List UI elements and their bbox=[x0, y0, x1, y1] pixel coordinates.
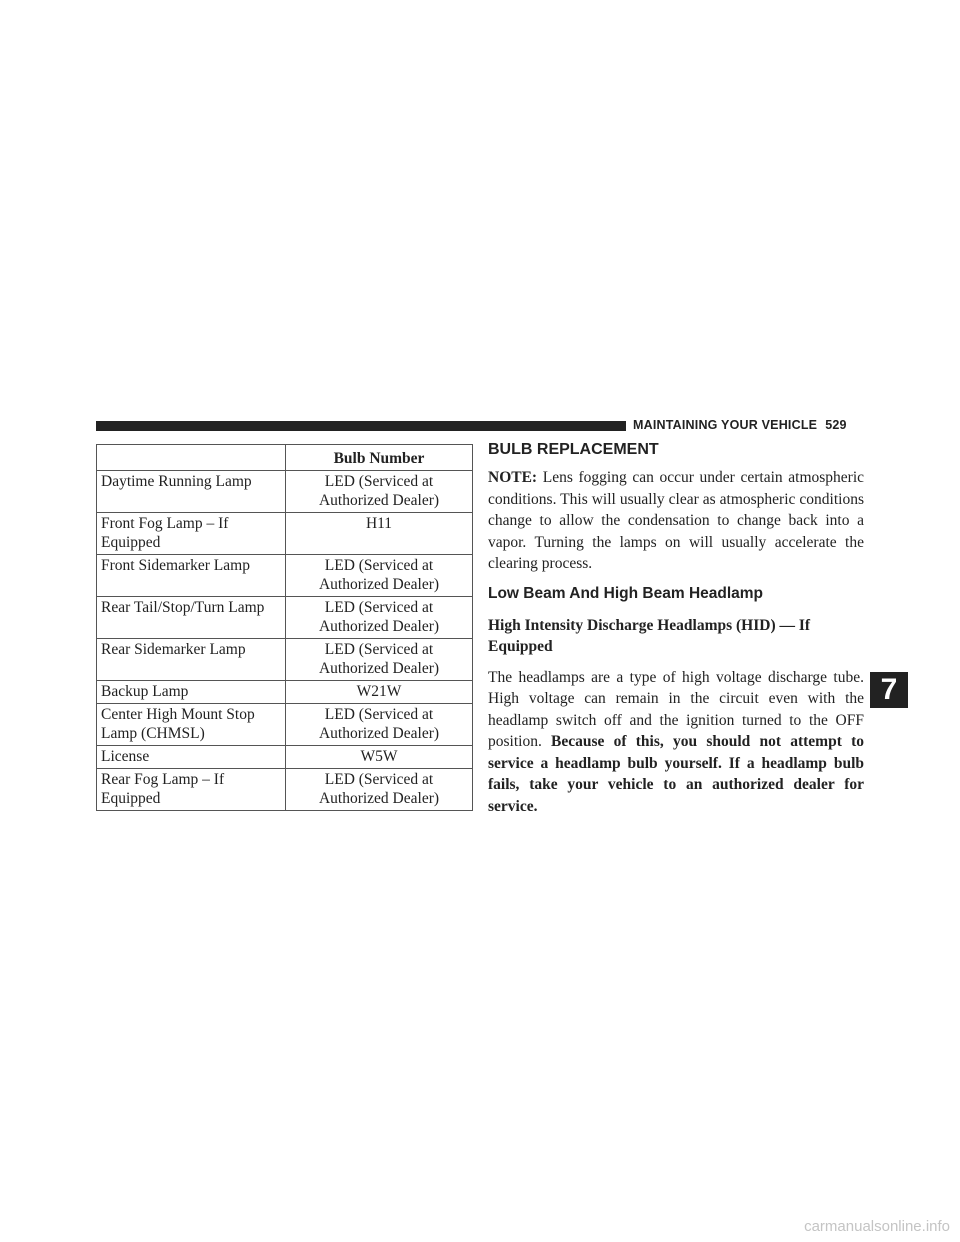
lamp-name: Backup Lamp bbox=[97, 681, 286, 704]
lamp-name: Rear Tail/Stop/Turn Lamp bbox=[97, 597, 286, 639]
bulb-number: LED (Serviced at Authorized Dealer) bbox=[286, 471, 473, 513]
note-text: Lens fogging can occur under certain atmospheric conditions. This will usually clear as atmospheric conditions change to allow the condensation to change back into a vapor. Turning the lamps on will usually accelerate the clearing process. bbox=[488, 469, 865, 572]
bulb-replacement-heading: BULB REPLACEMENT bbox=[488, 441, 659, 458]
table-row bbox=[97, 704, 473, 746]
table-header-empty bbox=[97, 445, 286, 471]
right-column bbox=[488, 441, 864, 827]
table-row bbox=[97, 597, 473, 639]
lamp-name: Front Fog Lamp – If Equipped bbox=[97, 513, 286, 555]
hid-paragraph bbox=[488, 667, 864, 818]
table-row bbox=[97, 513, 473, 555]
running-header bbox=[633, 418, 865, 432]
bulb-table bbox=[96, 444, 473, 811]
header-rule bbox=[96, 421, 626, 431]
bulb-number: LED (Serviced at Authorized Dealer) bbox=[286, 597, 473, 639]
bulb-number: H11 bbox=[286, 513, 473, 555]
table-row bbox=[97, 769, 473, 811]
bulb-number: LED (Serviced at Authorized Dealer) bbox=[286, 769, 473, 811]
note-label: NOTE: bbox=[488, 469, 538, 486]
table-row bbox=[97, 555, 473, 597]
table-header-bulb-number: Bulb Number bbox=[286, 445, 473, 471]
hid-text: The headlamps are a type of high voltage discharge tube. High voltage can remain in the circuit even with the headlamp switch off and the ignition turned to the OFF position. bbox=[488, 668, 864, 750]
bulb-number: LED (Serviced at Authorized Dealer) bbox=[286, 639, 473, 681]
table-row bbox=[97, 681, 473, 704]
bulb-number: W21W bbox=[286, 681, 473, 704]
table-row bbox=[97, 746, 473, 769]
chapter-tab: 7 bbox=[870, 672, 908, 708]
hid-warning: Because of this, you should not attempt to service a headlamp bulb yourself. If a headlamp bulb fails, take your vehicle to an authorized dealer for service. bbox=[488, 733, 864, 815]
lamp-name: Rear Fog Lamp – If Equipped bbox=[97, 769, 286, 811]
page-number: 529 bbox=[825, 418, 847, 432]
table-header-row bbox=[97, 445, 473, 471]
header-section-title: MAINTAINING YOUR VEHICLE bbox=[633, 418, 818, 432]
table-row bbox=[97, 471, 473, 513]
watermark: carmanualsonline.info bbox=[804, 1218, 950, 1235]
lamp-name: Front Sidemarker Lamp bbox=[97, 555, 286, 597]
bulb-number: LED (Serviced at Authorized Dealer) bbox=[286, 704, 473, 746]
lamp-name: Daytime Running Lamp bbox=[97, 471, 286, 513]
lamp-name: License bbox=[97, 746, 286, 769]
table-row bbox=[97, 639, 473, 681]
lamp-name: Rear Sidemarker Lamp bbox=[97, 639, 286, 681]
hid-heading: High Intensity Discharge Headlamps (HID) — If Equipped bbox=[488, 616, 811, 655]
lamp-name: Center High Mount Stop Lamp (CHMSL) bbox=[97, 704, 286, 746]
bulb-number: LED (Serviced at Authorized Dealer) bbox=[286, 555, 473, 597]
low-high-beam-heading: Low Beam And High Beam Headlamp bbox=[488, 584, 764, 602]
note-paragraph bbox=[488, 467, 864, 575]
bulb-number: W5W bbox=[286, 746, 473, 769]
